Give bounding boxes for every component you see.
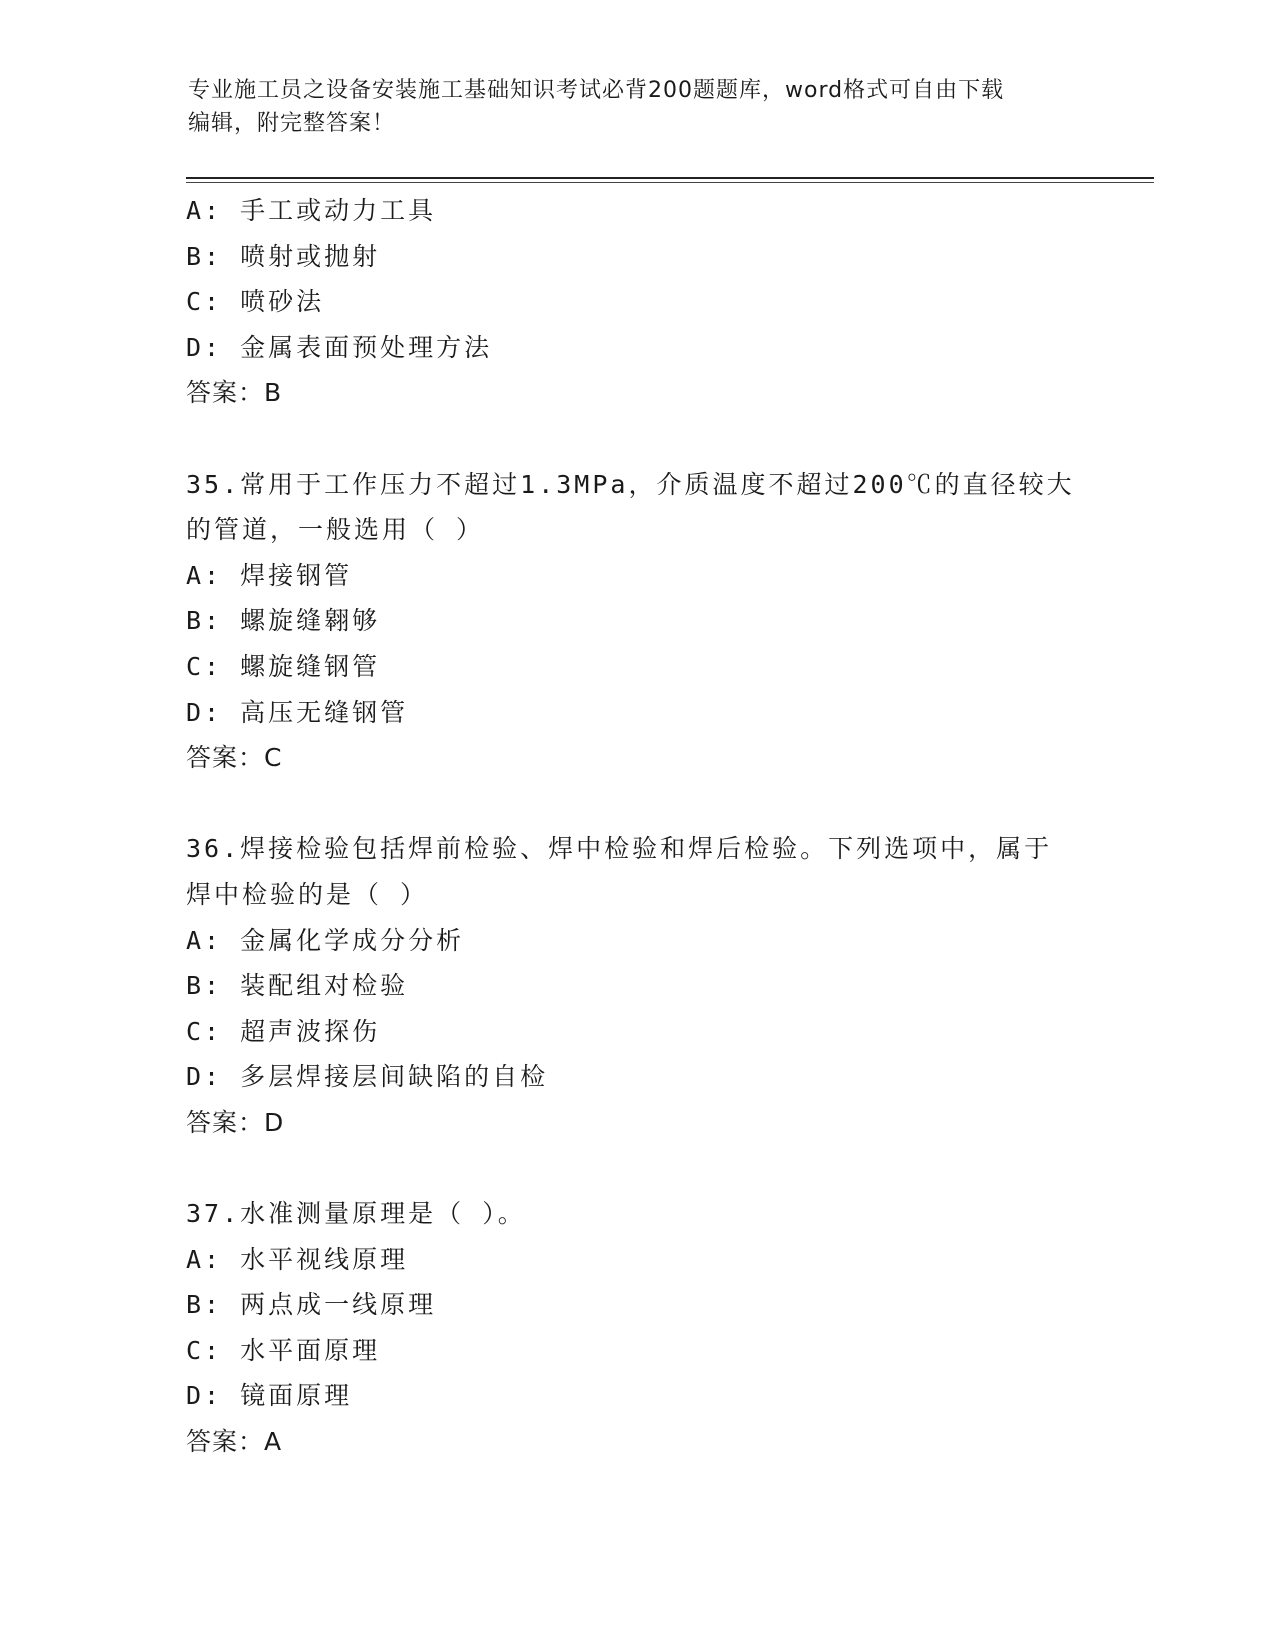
option-b: B: 喷射或抛射 [186, 241, 381, 271]
answer-line: 答案：D [186, 1107, 285, 1137]
answer-line: 答案：B [186, 378, 283, 408]
question-block-34 [186, 188, 1086, 416]
option-c: C: 水平面原理 [186, 1335, 381, 1365]
option-a: A: 焊接钢管 [186, 560, 353, 590]
option-c: C: 喷砂法 [186, 287, 325, 317]
option-a: A: 水平视线原理 [186, 1244, 409, 1274]
spacer [186, 416, 1086, 462]
question-block-37 [186, 1191, 1086, 1465]
header-divider-thin [186, 182, 1154, 183]
spacer [186, 781, 1086, 827]
question-block-35 [186, 462, 1086, 781]
spacer [186, 1145, 1086, 1191]
header-line-2: 编辑，附完整答案！ [188, 111, 396, 136]
answer-line: 答案：C [186, 743, 283, 773]
option-a: A: 手工或动力工具 [186, 196, 437, 225]
answer-line: 答案：A [186, 1427, 283, 1457]
question-stem-line-1: 35.常用于工作压力不超过1.3MPa，介质温度不超过200℃的直径较大 [186, 469, 1075, 499]
option-b: B: 装配组对检验 [186, 971, 409, 1001]
option-c: C: 超声波探伤 [186, 1016, 381, 1046]
option-b: B: 螺旋缝翱够 [186, 606, 381, 636]
question-stem-line-1: 36.焊接检验包括焊前检验、焊中检验和焊后检验。下列选项中，属于 [186, 834, 1053, 864]
option-d: D: 多层焊接层间缺陷的自检 [186, 1062, 549, 1092]
question-stem-line-1: 37.水准测量原理是（ ）。 [186, 1199, 526, 1229]
document-header [188, 74, 1088, 140]
option-d: D: 金属表面预处理方法 [186, 332, 493, 362]
question-block-36 [186, 826, 1086, 1145]
option-c: C: 螺旋缝钢管 [186, 651, 381, 681]
question-stem-line-2: 的管道，一般选用（ ） [186, 515, 485, 545]
header-divider-thick [186, 177, 1154, 179]
question-stem-line-2: 焊中检验的是（ ） [186, 879, 429, 909]
header-line-1: 专业施工员之设备安装施工基础知识考试必背200题题库，word格式可自由下载 [188, 78, 1005, 103]
option-b: B: 两点成一线原理 [186, 1290, 437, 1320]
option-d: D: 高压无缝钢管 [186, 697, 409, 727]
option-a: A: 金属化学成分分析 [186, 925, 465, 955]
document-body [186, 188, 1086, 1465]
option-d: D: 镜面原理 [186, 1381, 353, 1411]
